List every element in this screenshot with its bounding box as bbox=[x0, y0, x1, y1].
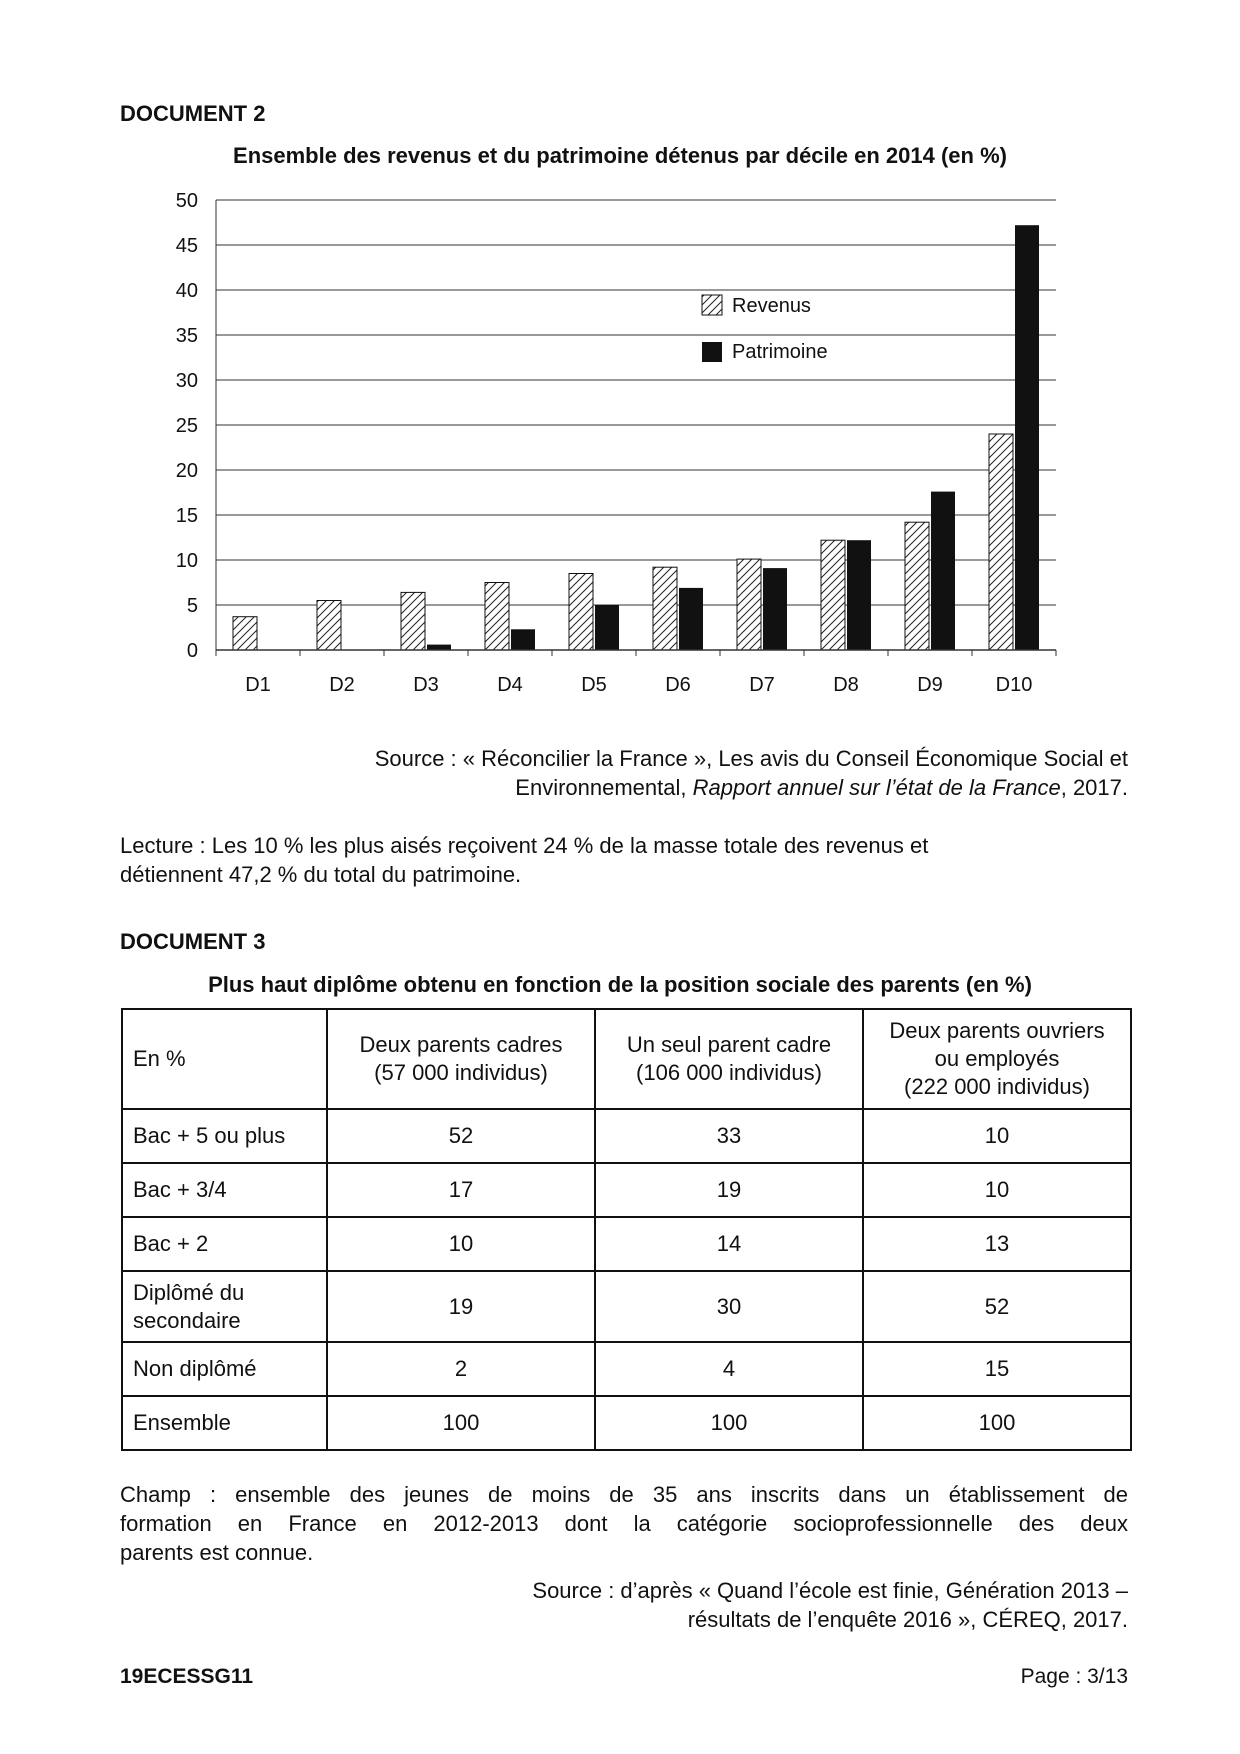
table-row bbox=[122, 1396, 1131, 1450]
row-label: Bac + 5 ou plus bbox=[122, 1109, 327, 1163]
doc3-champ-line1: Champ : ensemble des jeunes de moins de 35 ans inscrits dans un établissement de bbox=[120, 1482, 1128, 1507]
row-label: Bac + 3/4 bbox=[122, 1163, 327, 1217]
y-tick-label: 50 bbox=[175, 190, 198, 212]
y-tick-label: 45 bbox=[175, 235, 198, 257]
table-row bbox=[122, 1271, 1131, 1342]
x-tick-label: D7 bbox=[749, 674, 775, 696]
doc3-champ bbox=[120, 1480, 1128, 1567]
x-tick-label: D5 bbox=[581, 674, 607, 696]
bar-revenus-d2 bbox=[317, 601, 341, 651]
x-tick-label: D3 bbox=[413, 674, 439, 696]
bar-patrimoine-d5 bbox=[595, 605, 619, 650]
doc2-lecture-line1: Lecture : Les 10 % les plus aisés reçoivent 24 % de la masse totale des revenus et bbox=[120, 833, 929, 858]
y-tick-label: 40 bbox=[175, 280, 198, 302]
table-cell: 52 bbox=[863, 1271, 1131, 1342]
table-cell: 4 bbox=[595, 1342, 863, 1396]
table-cell: 10 bbox=[863, 1109, 1131, 1163]
bar-revenus-d9 bbox=[905, 522, 929, 650]
table-cell: 14 bbox=[595, 1217, 863, 1271]
table-cell: 52 bbox=[327, 1109, 595, 1163]
x-tick-label: D10 bbox=[995, 674, 1033, 696]
row-label bbox=[122, 1271, 327, 1342]
legend-swatch-patrimoine bbox=[702, 342, 722, 362]
bar-patrimoine-d9 bbox=[931, 492, 955, 650]
bar-patrimoine-d6 bbox=[679, 588, 703, 650]
doc2-label: DOCUMENT 2 bbox=[120, 101, 266, 126]
y-tick-label: 25 bbox=[175, 415, 198, 437]
bar-revenus-d7 bbox=[737, 559, 761, 650]
x-tick-label: D8 bbox=[833, 674, 859, 696]
table-corner: En % bbox=[122, 1009, 327, 1109]
table-row bbox=[122, 1217, 1131, 1271]
doc3-source-line1: Source : d’après « Quand l’école est finie, Génération 2013 – bbox=[532, 1578, 1128, 1603]
header-line: (57 000 individus) bbox=[374, 1060, 548, 1085]
table-cell: 30 bbox=[595, 1271, 863, 1342]
table-row bbox=[122, 1342, 1131, 1396]
doc2-source-prefix: Environnemental, bbox=[515, 775, 693, 800]
doc3-champ-line3: parents est connue. bbox=[120, 1540, 314, 1565]
y-tick-label: 30 bbox=[175, 370, 198, 392]
table-row bbox=[122, 1109, 1131, 1163]
bar-patrimoine-d7 bbox=[763, 568, 787, 650]
row-label: Ensemble bbox=[122, 1396, 327, 1450]
x-tick-label: D2 bbox=[329, 674, 355, 696]
header-line: Deux parents cadres bbox=[359, 1032, 563, 1057]
doc2-title: Ensemble des revenus et du patrimoine détenus par décile en 2014 (en %) bbox=[233, 143, 1007, 168]
diploma-table bbox=[121, 1008, 1132, 1451]
doc3-source bbox=[120, 1576, 1128, 1634]
row-label-line: secondaire bbox=[133, 1307, 241, 1333]
header-line: ou employés bbox=[934, 1046, 1060, 1071]
y-tick-label: 0 bbox=[186, 640, 198, 662]
row-label-line: Diplômé du bbox=[133, 1279, 245, 1305]
bar-patrimoine-d3 bbox=[427, 645, 451, 650]
y-tick-label: 5 bbox=[186, 595, 198, 617]
bar-patrimoine-d10 bbox=[1015, 225, 1039, 650]
table-cell: 13 bbox=[863, 1217, 1131, 1271]
bar-patrimoine-d8 bbox=[847, 540, 871, 650]
y-tick-label: 20 bbox=[175, 460, 198, 482]
x-tick-label: D6 bbox=[665, 674, 691, 696]
table-cell: 100 bbox=[595, 1396, 863, 1450]
bar-patrimoine-d4 bbox=[511, 629, 535, 650]
doc3-label: DOCUMENT 3 bbox=[120, 929, 266, 954]
x-tick-label: D4 bbox=[497, 674, 523, 696]
x-tick-label: D9 bbox=[917, 674, 943, 696]
footer-code: 19ECESSG11 bbox=[120, 1665, 254, 1688]
y-tick-label: 35 bbox=[175, 325, 198, 347]
header-line: Deux parents ouvriers bbox=[889, 1018, 1105, 1043]
table-cell: 19 bbox=[327, 1271, 595, 1342]
doc3-source-line2: résultats de l’enquête 2016 », CÉREQ, 2017. bbox=[687, 1607, 1128, 1632]
bar-revenus-d5 bbox=[569, 574, 593, 651]
table-cell: 17 bbox=[327, 1163, 595, 1217]
bar-revenus-d8 bbox=[821, 540, 845, 650]
legend-label-patrimoine: Patrimoine bbox=[732, 341, 828, 363]
bar-revenus-d6 bbox=[653, 567, 677, 650]
header-line: (106 000 individus) bbox=[636, 1060, 822, 1085]
bar-revenus-d10 bbox=[989, 434, 1013, 650]
header-line: Un seul parent cadre bbox=[626, 1032, 832, 1057]
table-cell: 15 bbox=[863, 1342, 1131, 1396]
doc3-champ-line2: formation en France en 2012-2013 dont la catégorie socioprofessionnelle des deux bbox=[120, 1511, 1128, 1536]
footer-page: Page : 3/13 bbox=[1020, 1665, 1128, 1688]
table-cell: 10 bbox=[327, 1217, 595, 1271]
table-row bbox=[122, 1163, 1131, 1217]
bar-revenus-d4 bbox=[485, 583, 509, 651]
doc2-source bbox=[120, 744, 1128, 802]
table-cell: 2 bbox=[327, 1342, 595, 1396]
bar-revenus-d1 bbox=[233, 617, 257, 650]
doc2-source-suffix: , 2017. bbox=[1060, 775, 1128, 800]
doc2-lecture bbox=[120, 831, 928, 889]
table-header-row bbox=[122, 1009, 1131, 1109]
y-tick-label: 15 bbox=[175, 505, 198, 527]
legend-label-revenus: Revenus bbox=[732, 295, 811, 317]
doc2-source-line2 bbox=[120, 773, 1128, 802]
y-tick-label: 10 bbox=[175, 550, 198, 572]
doc2-source-line1: Source : « Réconcilier la France », Les avis du Conseil Économique Social et bbox=[374, 746, 1128, 771]
table-header bbox=[327, 1009, 595, 1109]
x-tick-label: D1 bbox=[245, 674, 271, 696]
table-header bbox=[595, 1009, 863, 1109]
doc2-source-italic: Rapport annuel sur l’état de la France bbox=[692, 775, 1061, 800]
table-cell: 33 bbox=[595, 1109, 863, 1163]
row-label: Bac + 2 bbox=[122, 1217, 327, 1271]
row-label: Non diplômé bbox=[122, 1342, 327, 1396]
table-cell: 10 bbox=[863, 1163, 1131, 1217]
header-line: (222 000 individus) bbox=[904, 1074, 1090, 1099]
bar-revenus-d3 bbox=[401, 592, 425, 650]
table-header bbox=[863, 1009, 1131, 1109]
table-cell: 100 bbox=[327, 1396, 595, 1450]
chart-legend bbox=[702, 295, 828, 363]
table-cell: 19 bbox=[595, 1163, 863, 1217]
doc3-title: Plus haut diplôme obtenu en fonction de la position sociale des parents (en %) bbox=[208, 972, 1032, 997]
legend-swatch-revenus bbox=[702, 295, 722, 315]
table-cell: 100 bbox=[863, 1396, 1131, 1450]
doc2-lecture-line2: détiennent 47,2 % du total du patrimoine. bbox=[120, 862, 522, 887]
revenus-patrimoine-chart bbox=[150, 185, 1090, 705]
